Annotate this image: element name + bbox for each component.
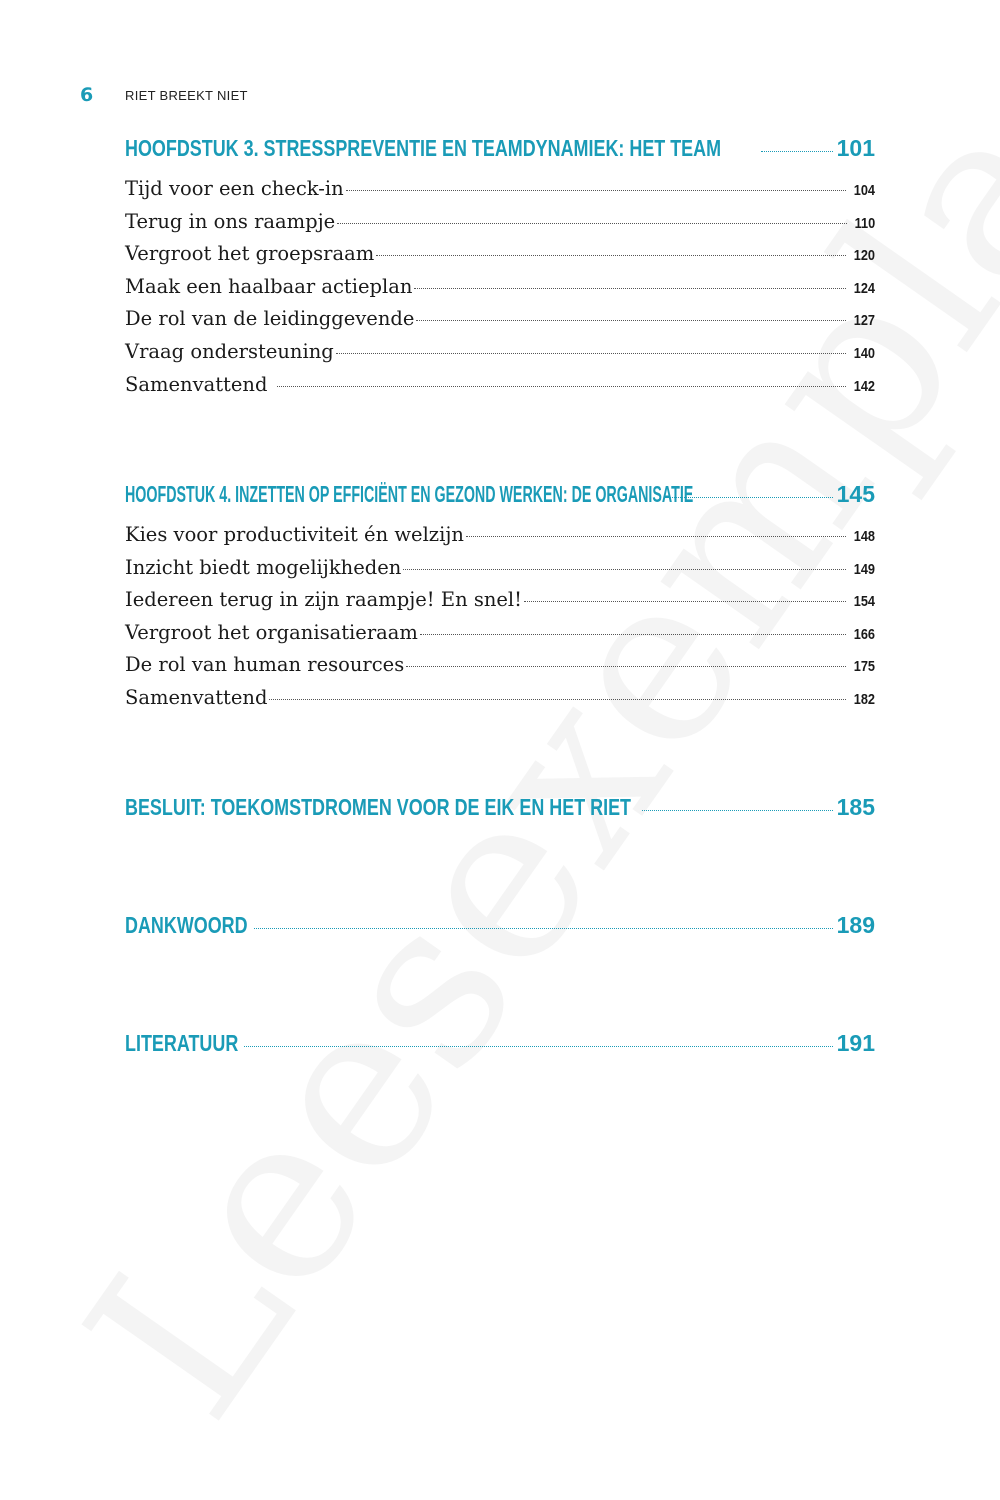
toc-leader	[269, 699, 845, 700]
toc-entry[interactable]	[125, 686, 875, 719]
toc-leader	[761, 151, 832, 152]
toc-entry-title: Samenvattend	[125, 685, 268, 709]
toc-entry[interactable]	[125, 523, 875, 556]
toc-chapter-4	[125, 481, 875, 719]
toc-entry[interactable]	[125, 275, 875, 308]
toc-entry-page: 182	[853, 690, 875, 708]
toc-heading-literatuur[interactable]	[125, 1030, 875, 1072]
toc-entry-title: De rol van human resources	[125, 653, 405, 677]
toc-leader	[336, 353, 846, 354]
toc-entry-title: Terug in ons raampje	[125, 209, 336, 233]
toc-leader	[406, 666, 846, 667]
toc-entry[interactable]	[125, 373, 875, 406]
toc-entry-page: 148	[853, 528, 875, 545]
toc-entry-title: Maak een haalbaar actieplan	[125, 274, 413, 298]
toc-chapter-3	[125, 135, 875, 405]
toc-heading-dankwoord[interactable]	[125, 912, 875, 954]
watermark-text	[38, 244, 1000, 1462]
toc-entry[interactable]	[125, 210, 875, 243]
toc-heading-besluit[interactable]	[125, 794, 875, 836]
toc-heading-title: BESLUIT: TOEKOMSTDROMEN VOOR DE EIK EN HET RIET	[125, 794, 632, 820]
toc-entry-title: Vergroot het organisatieraam	[125, 620, 418, 644]
toc-entry[interactable]	[125, 307, 875, 340]
toc-entry-title: Samenvattend	[125, 372, 268, 396]
toc-leader	[337, 223, 847, 224]
toc-heading-title: HOOFDSTUK 3. STRESSPREVENTIE EN TEAMDYNAMIEK: HET TEAM	[125, 135, 722, 161]
toc-leader	[254, 928, 832, 929]
toc-entry-page: 166	[853, 625, 875, 643]
toc-heading-page: 185	[836, 794, 875, 820]
running-head: RIET BREEKT NIET	[125, 88, 248, 103]
toc-leader	[414, 288, 846, 289]
toc-entry[interactable]	[125, 340, 875, 373]
toc-heading-chapter-3[interactable]	[125, 135, 875, 177]
toc-entry-page: 104	[853, 182, 875, 199]
toc-entry-page: 149	[853, 560, 875, 578]
toc-leader	[642, 810, 833, 811]
toc-heading-page: 191	[836, 1030, 875, 1056]
page-number: 6	[80, 84, 94, 106]
toc-heading-title: DANKWOORD	[125, 912, 248, 938]
toc-leader	[466, 536, 846, 537]
toc-entry-title: Vergroot het groepsraam	[125, 242, 375, 266]
toc-heading-title: HOOFDSTUK 4. INZETTEN OP EFFICIËNT EN GEZOND WERKEN: DE ORGANISATIE	[125, 481, 694, 507]
toc-entry-page: 140	[853, 344, 875, 362]
toc-entry[interactable]	[125, 653, 875, 686]
toc-heading-title: LITERATUUR	[125, 1030, 239, 1056]
toc-entry-page: 142	[853, 377, 875, 395]
toc-entry-page: 110	[854, 214, 875, 232]
toc-leader	[524, 601, 846, 602]
toc-entry-page: 124	[853, 279, 875, 297]
toc-leader	[277, 386, 845, 387]
toc-leader	[420, 634, 846, 635]
toc-entry[interactable]	[125, 556, 875, 589]
toc-besluit	[125, 794, 875, 836]
toc-entry[interactable]	[125, 177, 875, 210]
toc-heading-page: 145	[836, 481, 875, 507]
toc-entry[interactable]	[125, 242, 875, 275]
toc-entry-title: Iedereen terug in zijn raampje! En snel!	[125, 588, 523, 612]
toc-entry-title: Vraag ondersteuning	[125, 339, 334, 363]
toc-dankwoord	[125, 912, 875, 954]
toc-entry-page: 154	[853, 593, 875, 611]
toc-literatuur	[125, 1030, 875, 1072]
toc-entry-title: De rol van de leidinggevende	[125, 307, 415, 331]
toc-heading-page: 189	[836, 912, 875, 938]
toc-leader	[244, 1046, 832, 1047]
toc-leader	[403, 569, 846, 570]
toc-entry-title: Inzicht biedt mogelijkheden	[125, 555, 402, 579]
toc-entry-page: 175	[853, 658, 875, 676]
toc-leader	[376, 255, 846, 256]
toc-leader	[346, 190, 846, 191]
toc-entry[interactable]	[125, 621, 875, 654]
toc-leader	[664, 497, 833, 498]
toc-entry[interactable]	[125, 588, 875, 621]
toc-heading-chapter-4[interactable]	[125, 481, 875, 523]
toc-entry-title: Kies voor productiviteit én welzijn	[125, 523, 464, 546]
toc-heading-page: 101	[836, 135, 875, 161]
toc-entry-page: 120	[853, 247, 875, 265]
toc-entry-page: 127	[853, 312, 875, 330]
toc-entry-title: Tijd voor een check-in	[125, 177, 344, 200]
toc-leader	[416, 320, 846, 321]
